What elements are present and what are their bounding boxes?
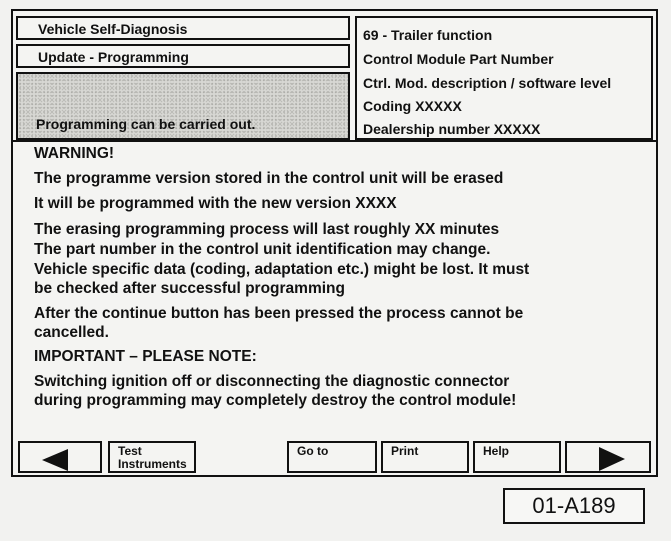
diagnosis-screen: [11, 9, 658, 477]
help-button[interactable]: Help: [473, 441, 561, 473]
update-programming-button[interactable]: Update - Programming: [16, 44, 350, 68]
important-heading: IMPORTANT – PLEASE NOTE:: [34, 348, 257, 365]
arrow-left-icon: [42, 449, 68, 471]
go-to-button[interactable]: Go to: [287, 441, 377, 473]
control-module-info: [355, 16, 653, 140]
arrow-right-icon: [599, 447, 625, 471]
description-label: Ctrl. Mod. description / software level: [363, 75, 612, 91]
message-line: The erasing programming process will last roughly XX minutes: [34, 221, 500, 238]
test-label: Test: [118, 444, 142, 458]
message-line: cancelled.: [34, 324, 109, 341]
back-button[interactable]: [18, 441, 102, 473]
print-button[interactable]: Print: [381, 441, 469, 473]
message-line: The part number in the control unit identification may change.: [34, 241, 491, 258]
button-row: [13, 435, 656, 475]
message-line: Switching ignition off or disconnecting the diagnostic connector: [34, 373, 510, 390]
function-label: 69 - Trailer function: [363, 27, 493, 43]
forward-button[interactable]: [565, 441, 651, 473]
part-number-label: Control Module Part Number: [363, 51, 554, 67]
status-text: Programming can be carried out.: [36, 116, 256, 132]
header-left: [16, 16, 350, 140]
warning-message: [16, 142, 653, 432]
instruments-label: Instruments: [118, 457, 187, 471]
message-line: After the continue button has been pressed the process cannot be: [34, 305, 524, 322]
message-line: during programming may completely destroy the control module!: [34, 392, 517, 409]
test-instruments-button[interactable]: [108, 441, 196, 473]
vehicle-self-diagnosis-button[interactable]: Vehicle Self-Diagnosis: [16, 16, 350, 40]
message-line: Vehicle specific data (coding, adaptation etc.) might be lost. It must: [34, 261, 530, 278]
warning-heading: WARNING!: [34, 145, 115, 162]
message-line: be checked after successful programming: [34, 280, 345, 297]
message-line: The programme version stored in the control unit will be erased: [34, 170, 504, 187]
status-field: [16, 72, 350, 140]
dealership-label: Dealership number XXXXX: [363, 121, 541, 137]
message-line: It will be programmed with the new version XXXX: [34, 195, 397, 212]
coding-label: Coding XXXXX: [363, 98, 462, 114]
figure-code: 01-A189: [503, 488, 645, 524]
